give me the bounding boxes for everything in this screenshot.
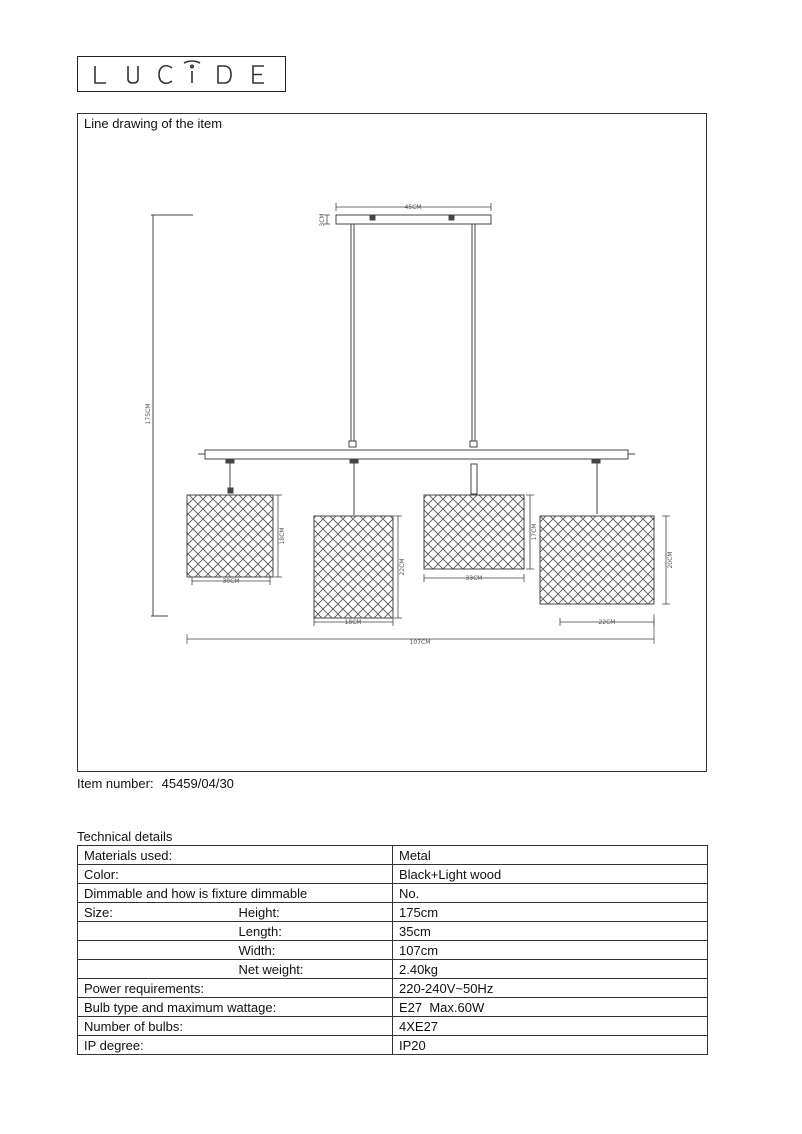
spec-value: 4XE27 [393, 1017, 708, 1036]
item-number-label: Item number [77, 776, 150, 791]
shade3-width-label: 33CM [465, 575, 483, 582]
table-row [78, 884, 708, 903]
spec-value: 107cm [393, 941, 708, 960]
spec-label: IP degree: [78, 1036, 393, 1055]
spec-sublabel: Net weight: [233, 960, 393, 979]
table-row [78, 922, 708, 941]
shade4-height-label: 20CM [667, 551, 674, 569]
brand-logo [77, 56, 286, 92]
technical-details-title: Technical details [77, 829, 173, 844]
spec-label: Materials used: [78, 846, 393, 865]
spec-label: Dimmable and how is fixture dimmable [78, 884, 393, 903]
spec-value: E27 Max.60W [393, 998, 708, 1017]
spec-sublabel: Length: [233, 922, 393, 941]
table-row [78, 846, 708, 865]
spec-value: 175cm [393, 903, 708, 922]
table-row [78, 941, 708, 960]
total-height-label: 175CM [145, 403, 152, 425]
item-number [77, 776, 234, 791]
table-row [78, 1036, 708, 1055]
spec-value: Metal [393, 846, 708, 865]
spec-value: No. [393, 884, 708, 903]
brand-logo-mark [78, 57, 287, 93]
spec-label [78, 960, 233, 979]
table-row [78, 998, 708, 1017]
table-row [78, 1017, 708, 1036]
table-row [78, 979, 708, 998]
spec-value: 35cm [393, 922, 708, 941]
shade1-height-label: 18CM [279, 527, 286, 545]
shade3-height-label: 17CM [531, 523, 538, 541]
canopy-width-label: 45CM [404, 204, 422, 211]
spec-label: Power requirements: [78, 979, 393, 998]
spec-sublabel: Height: [233, 903, 393, 922]
technical-details-table [77, 845, 708, 1055]
pendant-line-drawing [78, 114, 708, 773]
shade1-width-label: 30CM [222, 578, 240, 585]
spec-label [78, 941, 233, 960]
shade2-height-label: 22CM [399, 558, 406, 576]
canopy-height-label: 3CM [319, 213, 326, 227]
shade2-width-label: 18CM [344, 619, 362, 626]
shade4-width-label: 22CM [598, 619, 616, 626]
spec-label: Color: [78, 865, 393, 884]
spec-label: Number of bulbs: [78, 1017, 393, 1036]
spec-value: Black+Light wood [393, 865, 708, 884]
item-number-value: 45459/04/30 [161, 776, 234, 791]
spec-label: Size: [78, 903, 233, 922]
line-drawing-panel [77, 113, 707, 772]
spec-sublabel: Width: [233, 941, 393, 960]
spec-label: Bulb type and maximum wattage: [78, 998, 393, 1017]
spec-label [78, 922, 233, 941]
item-number-separator: : [149, 776, 154, 791]
table-row [78, 903, 708, 922]
spec-value: 220-240V~50Hz [393, 979, 708, 998]
table-row [78, 960, 708, 979]
spec-value: 2.40kg [393, 960, 708, 979]
drawing-caption: Line drawing of the item [84, 116, 223, 131]
spec-value: IP20 [393, 1036, 708, 1055]
total-width-label: 107CM [409, 639, 431, 646]
table-row [78, 865, 708, 884]
